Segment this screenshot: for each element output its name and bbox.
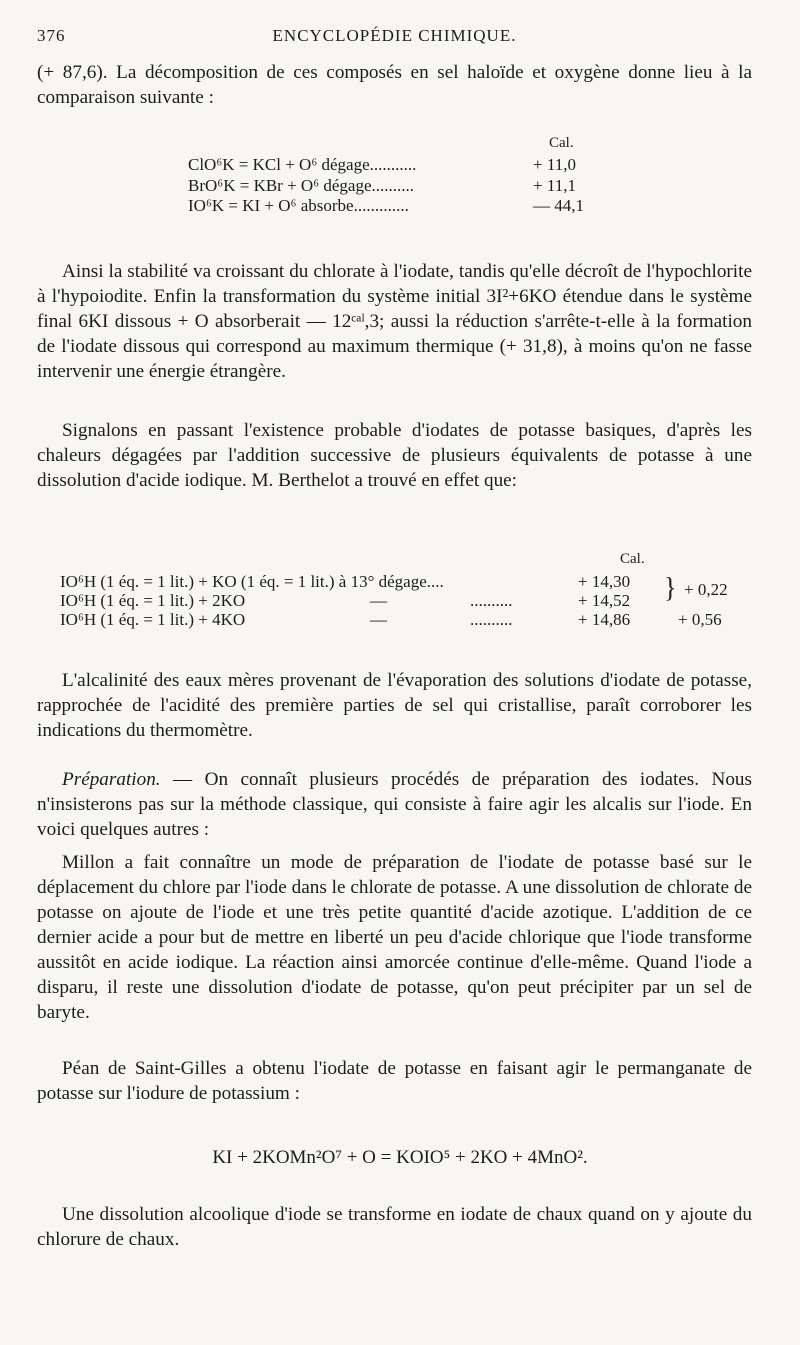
table-ditto: —: [370, 610, 387, 629]
paragraph-preparation-text: — On connaît plusieurs procédés de préparation des iodates. Nous n'insisterons pas sur la méthode classique, qui consiste à faire agir les alcalis sur l'iode. En voici quelques autres :: [37, 769, 752, 840]
brace: }: [664, 571, 677, 604]
iodic-acid-table: [60, 551, 760, 629]
page-number: 376: [37, 26, 66, 45]
paragraph-stability: Ainsi la stabilité va croissant du chlorate à l'iodate, tandis qu'elle décroît de l'hypochlorite à l'hypoiodite. Enfin la transformation du système initial 3I²+6KO étendue dans le système final 6KI dissous + O absorberait — 12ᶜᵃˡ,3; aussi la réduction s'arrête-t-elle à la formation de l'iodate dissous qui correspond au maximum thermique (+ 31,8), à moins qu'on ne fasse intervenir une énergie étrangère.: [37, 261, 752, 382]
reaction-equation: KI + 2KOMn²O⁷ + O = KOIO⁵ + 2KO + 4MnO².: [212, 1147, 588, 1168]
decomposition-table: [188, 135, 608, 217]
table-difference: + 0,22: [684, 580, 728, 599]
table-formula: IO⁶H (1 éq. = 1 lit.) + 4KO: [60, 610, 246, 629]
table-row: [60, 591, 760, 610]
table-value: + 11,0: [533, 155, 576, 174]
table-row: [188, 176, 608, 197]
table-leader: ..........: [470, 591, 513, 610]
table-value: — 44,1: [533, 196, 584, 215]
table-formula: BrO⁶K = KBr + O⁶ dégage..........: [188, 175, 415, 195]
paragraph-alcoholic: Une dissolution alcoolique d'iode se transforme en iodate de chaux quand on y ajoute du chlorure de chaux.: [37, 1204, 752, 1250]
paragraph-preparation: [37, 767, 752, 842]
table-value: + 14,52: [578, 591, 631, 610]
table-row: [188, 155, 608, 176]
table-formula: ClO⁶K = KCl + O⁶ dégage...........: [188, 155, 417, 174]
table-value: + 14,30: [578, 572, 631, 591]
table-difference: + 0,56: [678, 610, 722, 629]
table-unit: Cal.: [549, 135, 574, 151]
table-value: + 14,86: [578, 610, 631, 629]
table-leader: ..........: [470, 610, 513, 629]
paragraph-basic-iodates: Signalons en passant l'existence probable d'iodates de potasse basiques, d'après les chaleurs dégagées par l'addition successive de plusieurs équivalents de potasse à une dissolution d'acide iodique. M. Berthelot a trouvé en effet que:: [37, 420, 752, 491]
table-formula: IO⁶H (1 éq. = 1 lit.) + KO (1 éq. = 1 lit.) à 13° dégage....: [60, 572, 444, 591]
paragraph-intro: (+ 87,6). La décomposition de ces composés en sel haloïde et oxygène donne lieu à la comparaison suivante :: [37, 62, 752, 108]
table-row: [188, 196, 608, 217]
section-heading: Préparation.: [62, 769, 161, 790]
paragraph-millon: Millon a fait connaître un mode de préparation de l'iodate de potasse basé sur le déplacement du chlore par l'iode dans le chlorate de potasse. A une dissolution de chlorate de potasse on ajoute de l'iode et une très petite quantité d'acide azotique. L'addition de ce dernier acide a pour but de mettre en liberté un peu d'acide chlorique que l'iode transforme aussitôt en acide iodique. La réaction ainsi amorcée continue d'elle-même. Quand l'iode a disparu, il reste une dissolution d'iodate de potasse, qu'on peut précipiter par un sel de baryte.: [37, 852, 752, 1023]
paragraph-alkalinity: L'alcalinité des eaux mères provenant de l'évaporation des solutions d'iodate de potasse, rapprochée de l'acidité des première parties de sel qui cristallise, paraît corroborer les indications du thermomètre.: [37, 670, 752, 741]
table-formula: IO⁶H (1 éq. = 1 lit.) + 2KO: [60, 591, 246, 610]
running-title: ENCYCLOPÉDIE CHIMIQUE.: [272, 26, 517, 45]
table-ditto: —: [370, 591, 387, 610]
paragraph-pean: Péan de Saint-Gilles a obtenu l'iodate de potasse en faisant agir le permanganate de potasse sur l'iodure de potassium :: [37, 1058, 752, 1104]
table-unit: Cal.: [620, 551, 645, 567]
table-row: [60, 610, 760, 629]
table-value: + 11,1: [533, 175, 576, 195]
table-formula: IO⁶K = KI + O⁶ absorbe.............: [188, 196, 409, 215]
